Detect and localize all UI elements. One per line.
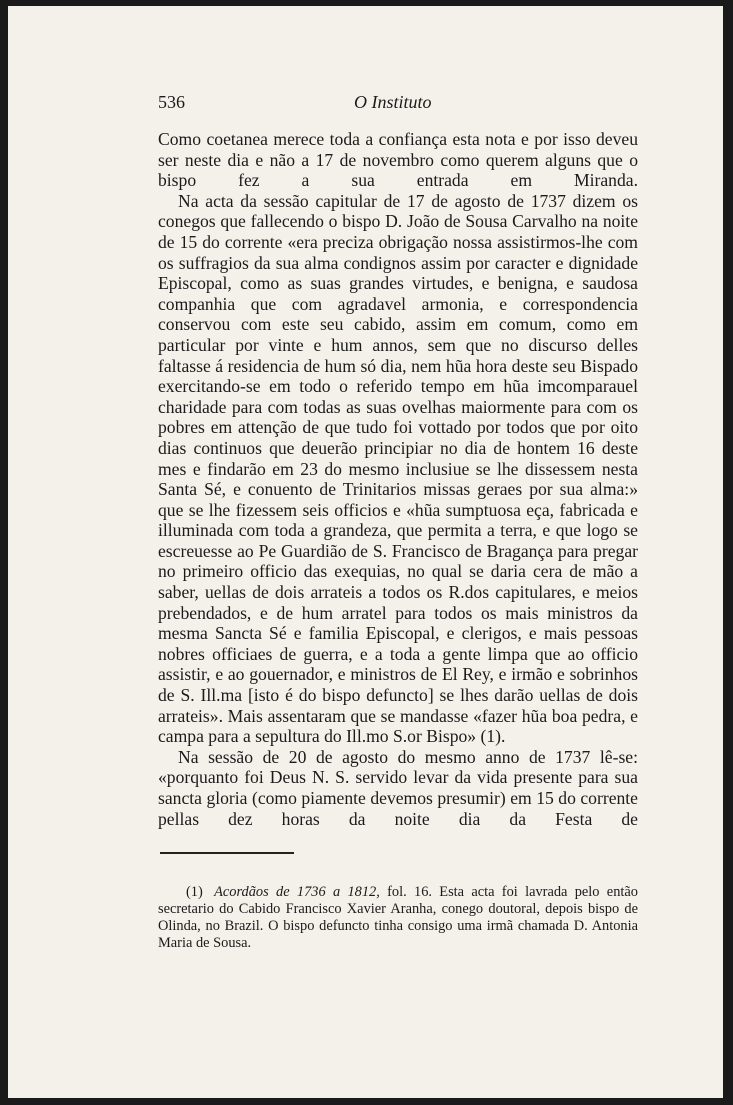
paragraph-2: Na acta da sessão capitular de 17 de agosto de 1737 dizem os conegos que fallecendo o bispo D. João de Sousa Carvalho na noite de 15 do corrente «era preciza obrigação nossa assistirmos-lhe com os suffragios da sua alma condignos assim por caracter e dignidade Episcopal, como as suas grandes virtudes, e benigna, e saudosa companhia que com agradavel armonia, e correspondencia conservou com este seu cabido, assim em comum, como em particular por vinte e hum annos, sem que no discurso delles faltasse á residencia de hum só dia, nem hũa hora deste seu Bispado exercitando-se em todo o referido tempo em hũa imcomparauel charidade para com todas as suas ovelhas maiormente para com os pobres em attenção de que tudo foi vottado por todos que por oito dias continuos que deuerão principiar no dia de hontem 16 deste mes e findarão em 23 do mesmo inclusiue se lhe dissessem nesta Santa Sé, e conuento de Trinitarios missas geraes por sua alma:» que se lhe fizessem seis officios e «hũa sumptuosa eça, fabricada e illuminada com toda a grandeza, que permita a terra, e que logo se escreuesse ao Pe Guardião de S. Francisco de Bragança para pregar no primeiro officio das exequias, no qual se daria cera de mão a saber, uellas de dois arrateis a todos os R.dos capitulares, e meios prebendados, e de hum arratel para todos os mais ministros da mesma Sancta Sé e familia Episcopal, e clerigos, e mais pessoas nobres officiaes de guerra, e a toda a gente limpa que ao officio assistir, e ao gouernador, e ministros de El Rey, e irmão e sobrinhos de S. Ill.ma [isto é do bispo defuncto] se lhes darão uellas de dois arrateis». Mais assentaram que se mandasse «fazer hũa boa pedra, e campa para a sepultura do Ill.mo S.or Bispo» (1). [158,190,638,747]
footnote-marker: (1) [186,884,203,900]
running-title: O Instituto [354,92,432,112]
footnote-1 [158,884,638,952]
page-number: 536 [158,92,185,112]
footnotes [158,884,638,952]
footnote-rule [160,852,294,854]
footnote-source-title: Acordãos de 1736 a 1812, [214,884,380,900]
footnote-text: fol. 16. Esta acta foi lavrada pelo então secretario do Cabido Francisco Xavier Aranha, conego doutoral, depois bispo de Olinda, no Brazil. O bispo defuncto tinha consigo uma irmã chamada D. Antonia Maria de Sousa. [158,884,638,951]
body-text [158,129,638,829]
paragraph-1: Como coetanea merece toda a confiança esta nota e por isso deveu ser neste dia e não a 17 de novembro como querem alguns que o bispo fez a sua entrada em Miranda. [158,129,638,191]
paragraph-3: Na sessão de 20 de agosto do mesmo anno de 1737 lê-se: «porquanto foi Deus N. S. servido levar da vida presente para sua sancta gloria (como piamente devemos presumir) em 15 do corrente pellas dez horas da noite dia da Festa de [158,746,638,829]
book-page [8,6,723,1098]
running-head [158,92,638,116]
